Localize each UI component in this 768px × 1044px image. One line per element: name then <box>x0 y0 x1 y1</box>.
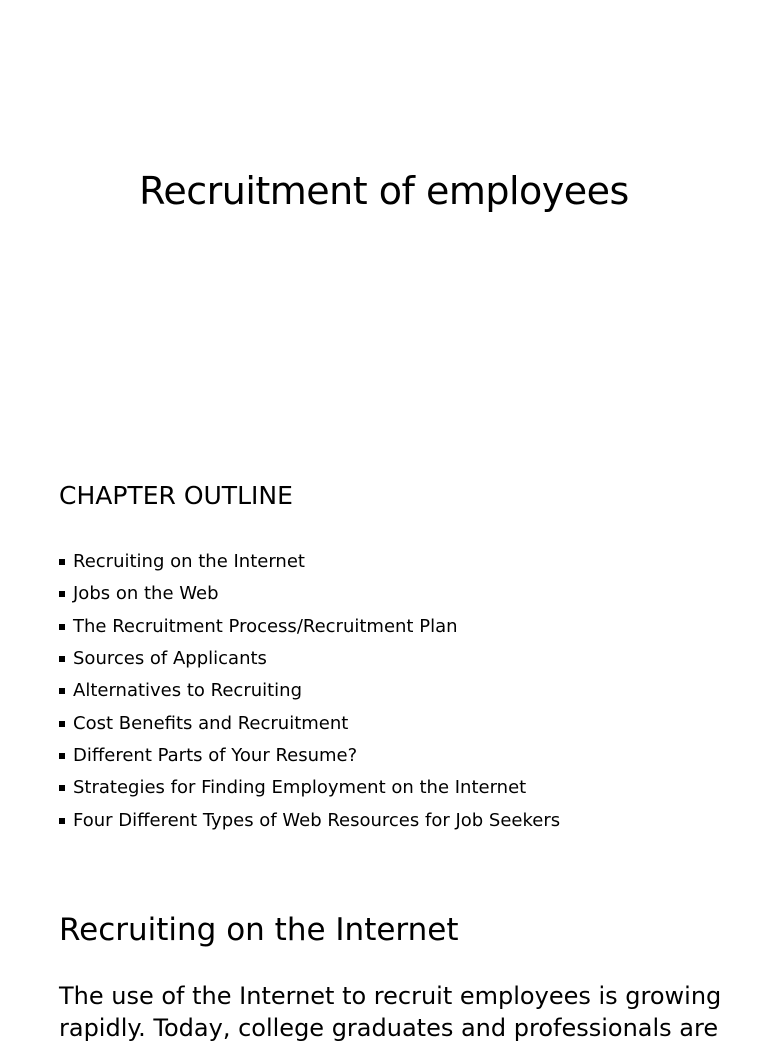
content-slide-body <box>59 980 722 1044</box>
square-bullet-icon <box>59 818 65 824</box>
chapter-outline-slide <box>0 440 768 870</box>
outline-item-label: The Recruitment Process/Recruitment Plan <box>73 615 458 637</box>
outline-item <box>59 707 560 739</box>
outline-item <box>59 675 560 707</box>
outline-item-label: Different Parts of Your Resume? <box>73 744 358 766</box>
outline-item-label: Cost Benefits and Recruitment <box>73 712 349 734</box>
outline-item <box>59 578 560 610</box>
square-bullet-icon <box>59 591 65 597</box>
outline-item-label: Recruiting on the Internet <box>73 551 305 573</box>
body-text-line: rapidly. Today, college graduates and professionals are <box>59 1014 719 1042</box>
square-bullet-icon <box>59 624 65 630</box>
outline-item-label: Sources of Applicants <box>73 648 267 670</box>
outline-item-label: Strategies for Finding Employment on the Internet <box>73 777 527 799</box>
square-bullet-icon <box>59 559 65 565</box>
outline-item <box>59 546 560 578</box>
outline-item <box>59 740 560 772</box>
outline-item <box>59 643 560 675</box>
square-bullet-icon <box>59 785 65 791</box>
content-slide-title: Recruiting on the Internet <box>59 912 459 948</box>
outline-item <box>59 804 560 836</box>
outline-item-label: Alternatives to Recruiting <box>73 680 303 702</box>
chapter-outline-list <box>59 546 560 837</box>
body-text-line: The use of the Internet to recruit employees is growing <box>59 982 722 1010</box>
square-bullet-icon <box>59 721 65 727</box>
square-bullet-icon <box>59 688 65 694</box>
slide-title: Recruitment of employees <box>139 169 629 213</box>
square-bullet-icon <box>59 753 65 759</box>
outline-item <box>59 772 560 804</box>
outline-item-label: Jobs on the Web <box>73 583 219 605</box>
chapter-outline-heading: CHAPTER OUTLINE <box>59 481 293 510</box>
title-slide <box>0 0 768 440</box>
square-bullet-icon <box>59 656 65 662</box>
outline-item-label: Four Different Types of Web Resources for Job Seekers <box>73 809 561 831</box>
outline-item <box>59 611 560 643</box>
recruiting-on-internet-slide <box>0 870 768 1042</box>
